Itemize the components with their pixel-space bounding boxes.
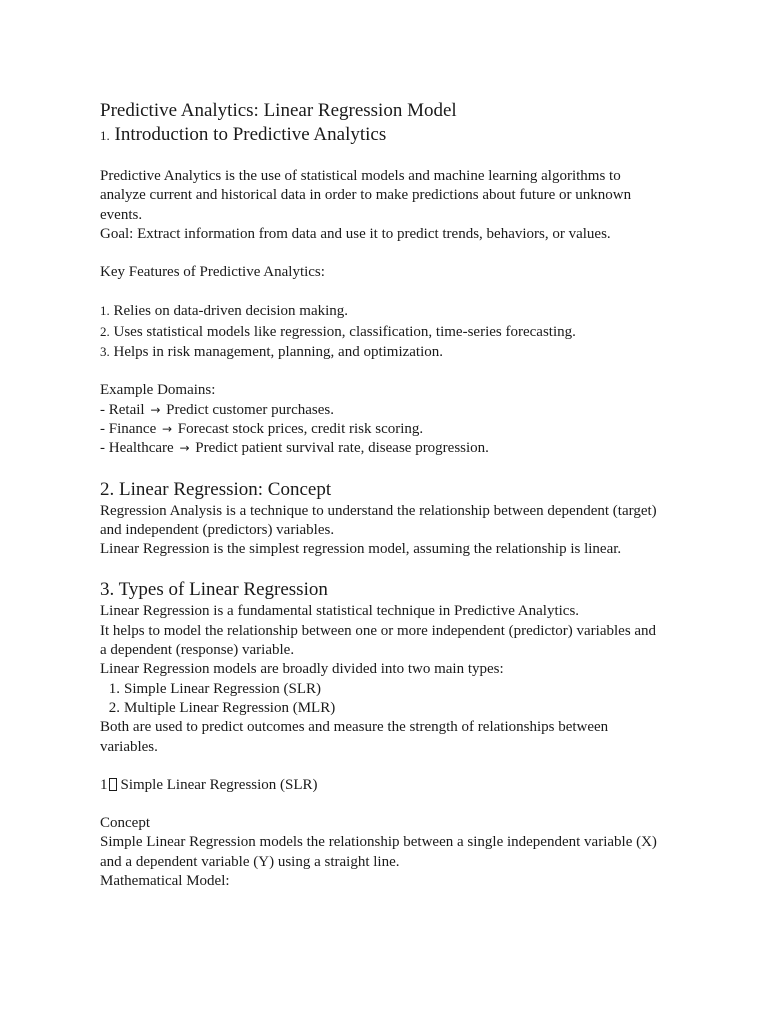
list-item-text: Helps in risk management, planning, and optimization.: [109, 344, 444, 361]
list-item-text: Relies on data-driven decision making.: [109, 303, 349, 320]
section-heading-text: Introduction to Predictive Analytics: [109, 124, 387, 145]
list-item-number: 2.: [108, 699, 120, 716]
section-heading-types: 3. Types of Linear Regression: [100, 579, 328, 601]
domain-name: - Healthcare: [100, 440, 174, 457]
list-item: [100, 301, 660, 321]
right-arrow-icon: →: [161, 421, 173, 436]
domain-name: - Retail: [100, 401, 145, 418]
list-item-number: 1.: [100, 303, 110, 319]
list-item-text: Simple Linear Regression (SLR): [124, 680, 322, 697]
concept-paragraph: Simple Linear Regression models the relationship between a single independent variable (X) and a dependent variable (Y) using a straight line.: [100, 834, 657, 870]
document-page: [100, 99, 660, 891]
slr-heading: [100, 776, 660, 795]
list-item-number: 2.: [100, 323, 110, 339]
linear-regression-paragraph: Linear Regression is the simplest regression model, assuming the relationship is linear.: [100, 541, 622, 558]
concept-label: Concept: [100, 815, 150, 832]
intro-paragraph: Predictive Analytics is the use of statistical models and machine learning algorithms to analyze current and historical data in order to make predictions about future or unknown events.: [100, 168, 632, 223]
types-paragraph-1: Linear Regression is a fundamental statistical technique in Predictive Analytics.: [100, 603, 580, 620]
section-heading-linear-regression-concept: 2. Linear Regression: Concept: [100, 478, 332, 500]
goal-paragraph: Goal: Extract information from data and use it to predict trends, behaviors, or values.: [100, 225, 611, 242]
types-paragraph-4: Both are used to predict outcomes and measure the strength of relationships between variables.: [100, 719, 609, 755]
list-item: [100, 420, 660, 439]
missing-glyph-icon: [109, 778, 117, 791]
types-paragraph-3: Linear Regression models are broadly divided into two main types:: [100, 661, 504, 678]
domain-description: Predict customer purchases.: [166, 401, 335, 418]
slr-heading-number: 1: [100, 776, 108, 793]
types-list: [100, 680, 660, 719]
list-item-text: Multiple Linear Regression (MLR): [124, 699, 336, 716]
regression-analysis-paragraph: Regression Analysis is a technique to understand the relationship between dependent (target) and independent (predictors) variables.: [100, 502, 657, 538]
slr-heading-text: Simple Linear Regression (SLR): [120, 776, 318, 793]
domain-description: Predict patient survival rate, disease progression.: [195, 440, 489, 457]
example-domains-label: Example Domains:: [100, 382, 216, 399]
types-paragraph-2: It helps to model the relationship between one or more independent (predictor) variables and a dependent (response) variable.: [100, 622, 657, 659]
list-item: [100, 699, 660, 718]
mathematical-model-label: Mathematical Model:: [100, 873, 230, 890]
right-arrow-icon: →: [150, 402, 161, 417]
list-item: [100, 322, 660, 342]
list-item: [100, 680, 660, 699]
domain-description: Forecast stock prices, credit risk scoring.: [177, 420, 424, 437]
list-item: [100, 342, 660, 362]
section-number: 1.: [100, 128, 110, 143]
example-domains-list: [100, 401, 660, 459]
key-features-list: [100, 301, 660, 362]
list-item-number: 3.: [100, 344, 110, 360]
list-item-text: Uses statistical models like regression, classification, time-series forecasting.: [109, 323, 576, 340]
section-heading-introduction: [100, 123, 660, 148]
list-item: [100, 401, 660, 420]
right-arrow-icon: →: [179, 441, 190, 456]
document-title: Predictive Analytics: Linear Regression Model: [100, 100, 457, 121]
list-item: [100, 439, 660, 458]
key-features-label: Key Features of Predictive Analytics:: [100, 264, 325, 281]
list-item-number: 1.: [108, 680, 120, 697]
domain-name: - Finance: [100, 420, 157, 437]
